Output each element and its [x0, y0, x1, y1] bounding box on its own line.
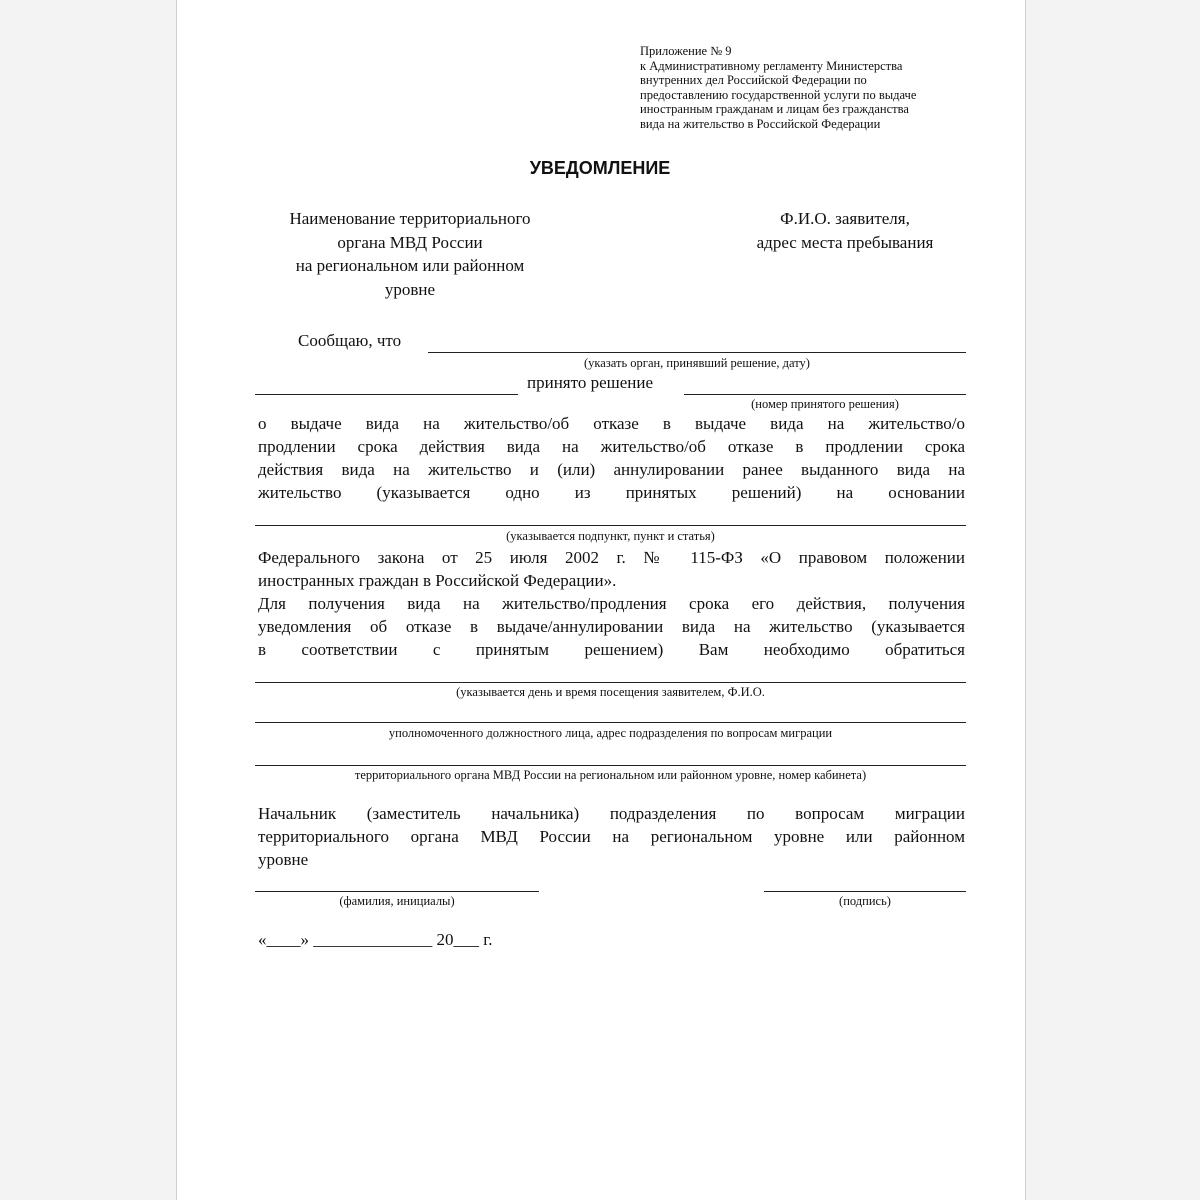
paragraph-line: Начальник (заместитель начальника) подразделения по вопросам миграции	[258, 804, 965, 823]
document-title: УВЕДОМЛЕНИЕ	[529, 158, 671, 178]
authority-blank-line[interactable]	[255, 394, 518, 395]
annex-block	[640, 44, 970, 132]
decision-label: принято решение	[527, 373, 653, 392]
visit-caption-3: территориального органа МВД России на региональном или районном уровне, номер кабинета)	[354, 768, 867, 782]
paragraph-line: Для получения вида на жительство/продления срока его действия, получения	[258, 594, 965, 613]
name-caption: (фамилия, инициалы)	[339, 894, 455, 908]
signature-blank-line[interactable]	[764, 891, 966, 892]
annex-line: Приложение № 9	[640, 44, 732, 58]
visit-caption-2: уполномоченного должностного лица, адрес подразделения по вопросам миграции	[388, 726, 833, 740]
name-blank-line[interactable]	[255, 891, 539, 892]
paragraph-line: иностранных граждан в Российской Федерации».	[258, 571, 617, 590]
visit-blank-line-3[interactable]	[255, 765, 966, 766]
authority-line: органа МВД России	[337, 232, 483, 252]
annex-line: предоставлению государственной услуги по выдаче	[640, 87, 917, 102]
authority-line: Наименование территориального	[289, 209, 531, 228]
visit-caption-1: (указывается день и время посещения заявителем, Ф.И.О.	[456, 685, 765, 699]
basis-blank-line[interactable]	[255, 525, 966, 526]
visit-blank-line-2[interactable]	[255, 722, 966, 723]
paragraph-line: Федерального закона от 25 июля 2002 г. № 115-ФЗ «О правовом положении	[258, 548, 965, 567]
authority-line: уровне	[384, 279, 436, 299]
paragraph-line: о выдаче вида на жительство/об отказе в выдаче вида на жительство/о	[258, 414, 965, 433]
signature-caption: (подпись)	[839, 894, 891, 908]
paragraph-line: действия вида на жительство и (или) аннулировании ранее выданного вида на	[258, 460, 965, 479]
paragraph-line: уведомления об отказе в выдаче/аннулировании вида на жительство (указывается	[258, 617, 965, 636]
federal-law-paragraph	[258, 546, 965, 592]
applicant-block	[720, 207, 970, 254]
basis-caption: (указывается подпункт, пункт и статья)	[506, 529, 715, 543]
authority-line: на региональном или районном	[295, 256, 525, 275]
report-caption: (указать орган, принявший решение, дату)	[584, 356, 810, 370]
visit-blank-line-1[interactable]	[255, 682, 966, 683]
instructions-paragraph	[258, 592, 965, 661]
report-blank-line[interactable]	[428, 352, 966, 353]
chief-paragraph	[258, 802, 965, 871]
annex-line: внутренних дел Российской Федерации по	[640, 73, 867, 88]
annex-line: вида на жительство в Российской Федерации	[640, 116, 881, 131]
applicant-line: адрес места пребывания	[756, 232, 934, 252]
paragraph-line: территориального органа МВД России на региональном уровне или районном	[258, 827, 965, 846]
authority-name-block	[250, 207, 570, 301]
annex-line: к Административному регламенту Министерства	[640, 58, 903, 73]
report-label: Сообщаю, что	[298, 331, 402, 350]
annex-line: иностранным гражданам и лицам без гражданства	[640, 102, 909, 117]
decision-caption: (номер принятого решения)	[751, 397, 899, 411]
paragraph-line: в соответствии с принятым решением) Вам необходимо обратиться	[258, 640, 965, 659]
decision-number-blank-line[interactable]	[684, 394, 966, 395]
paragraph-line: уровне	[258, 850, 309, 869]
decision-types-paragraph	[258, 412, 965, 504]
applicant-line: Ф.И.О. заявителя,	[780, 209, 910, 228]
paragraph-line: жительство (указывается одно из принятых решений) на основании	[258, 483, 965, 502]
date-field[interactable]: «____» ______________ 20___ г.	[258, 930, 493, 949]
paragraph-line: продлении срока действия вида на жительство/об отказе в продлении срока	[258, 437, 965, 456]
